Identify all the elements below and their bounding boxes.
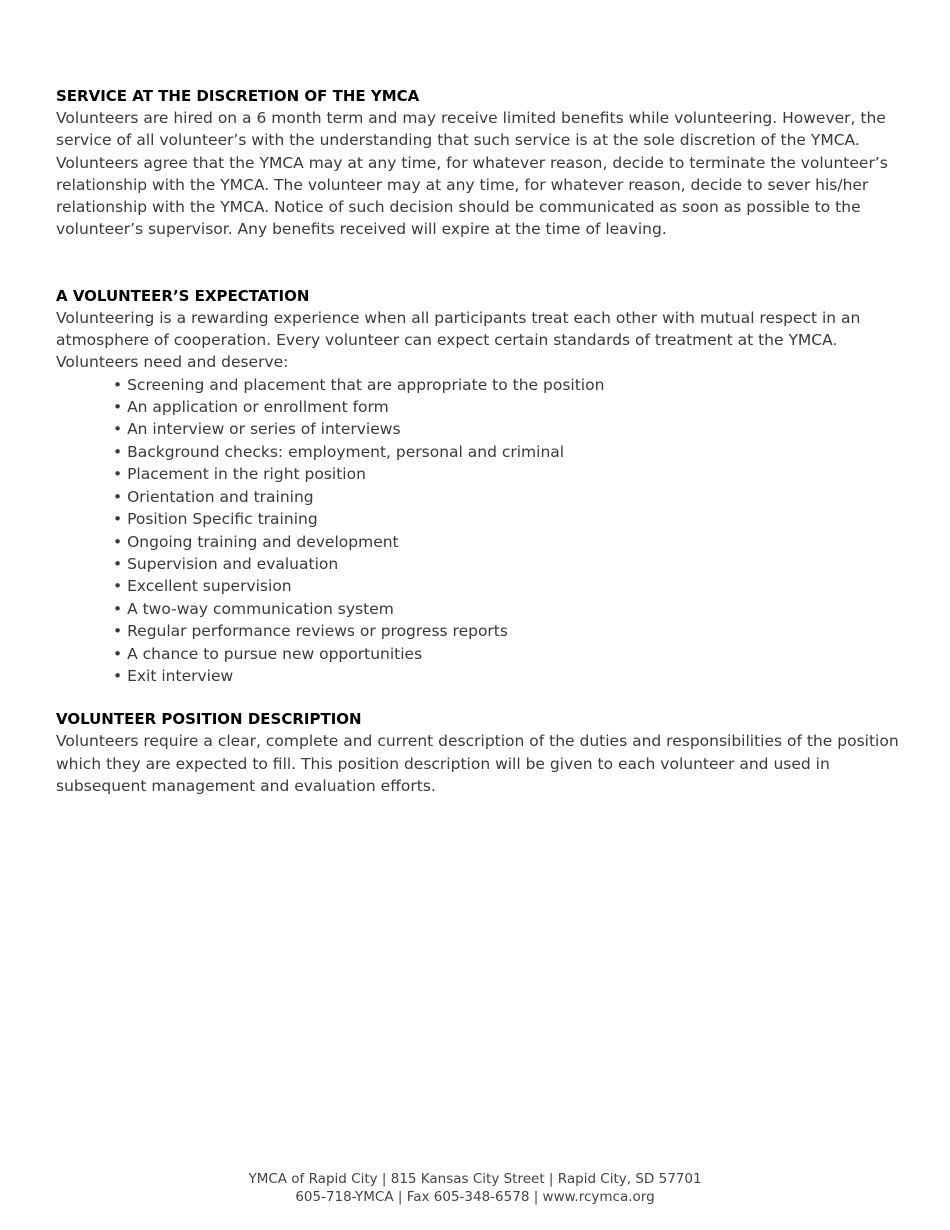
list-item: • Placement in the right position xyxy=(113,463,906,485)
footer-address: YMCA of Rapid City | 815 Kansas City Street | Rapid City, SD 57701 xyxy=(248,1171,702,1187)
list-item: • Supervision and evaluation xyxy=(113,553,906,575)
list-item: • Ongoing training and development xyxy=(113,531,906,553)
section-body: Volunteers require a clear, complete and current description of the duties and responsibilities of the position which they are expected to fill. This position description will be given to each volunteer and used in subsequent management and evaluation efforts. xyxy=(56,732,899,795)
list-item: • An interview or series of interviews xyxy=(113,418,906,440)
expectation-list xyxy=(56,374,906,688)
list-item: • A chance to pursue new opportunities xyxy=(113,643,906,665)
section-body: Volunteering is a rewarding experience when all participants treat each other with mutual respect in an atmosphere of cooperation. Every volunteer can expect certain standards of treatment at the YMCA. Volunteers need and deserve: xyxy=(56,308,861,372)
section-title: A VOLUNTEER’S EXPECTATION xyxy=(56,286,310,305)
list-item: • Excellent supervision xyxy=(113,575,906,597)
list-item: • Orientation and training xyxy=(113,486,906,508)
page-footer xyxy=(0,1170,950,1206)
list-item: • Screening and placement that are appropriate to the position xyxy=(113,374,906,396)
list-item: • Position Specific training xyxy=(113,508,906,530)
section-service-discretion xyxy=(56,86,906,241)
footer-contact: 605-718-YMCA | Fax 605-348-6578 | www.rcymca.org xyxy=(295,1189,655,1205)
list-item: • Exit interview xyxy=(113,665,906,687)
list-item: • Background checks: employment, personal and criminal xyxy=(113,441,906,463)
section-body: Volunteers are hired on a 6 month term and may receive limited benefits while volunteering. However, the service of all volunteer’s with the understanding that such service is at the sole discretion of the YMCA. Volunteers agree that the YMCA may at any time, for whatever reason, decide to terminate the volunteer’s relationship with the YMCA. The volunteer may at any time, for whatever reason, decide to sever his/her relationship with the YMCA. Notice of such decision should be communicated as soon as possible to the volunteer’s supervisor. Any benefits received will expire at the time of leaving. xyxy=(56,109,888,239)
section-title: SERVICE AT THE DISCRETION OF THE YMCA xyxy=(56,87,420,105)
section-title: VOLUNTEER POSITION DESCRIPTION xyxy=(56,710,362,729)
document-page xyxy=(56,86,906,797)
list-item: • An application or enrollment form xyxy=(113,396,906,418)
list-item: • Regular performance reviews or progress reports xyxy=(113,620,906,642)
section-volunteer-expectation xyxy=(56,286,906,688)
section-position-description xyxy=(56,709,906,797)
list-item: • A two-way communication system xyxy=(113,598,906,620)
